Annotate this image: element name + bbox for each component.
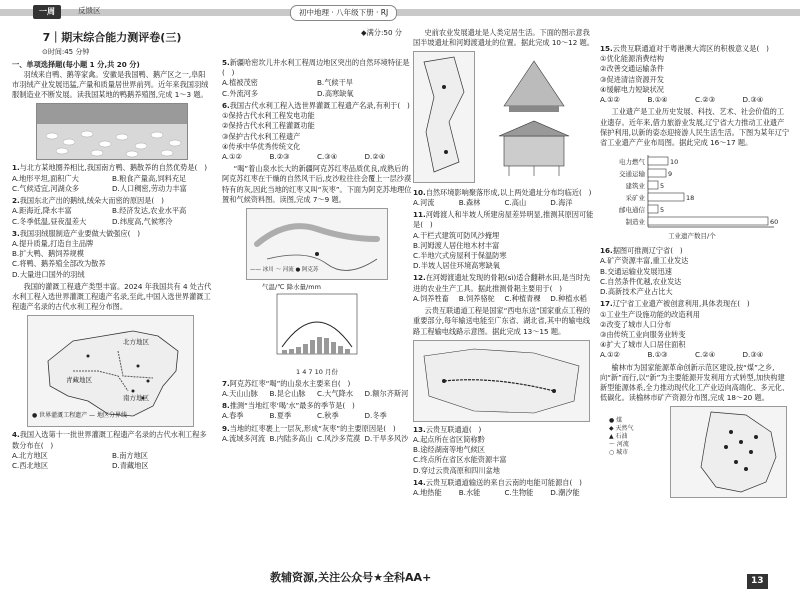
- chart-value-label: 5: [660, 206, 665, 215]
- page-footer: 教辅资源,关注公众号★全科AA+: [270, 571, 432, 584]
- column-3: [413, 28, 596, 498]
- question-item: 3.我国羽绒服制造产业要做大做强应( ) A.提升质量,打造自主品牌 B.扩大鸭、鹅饲养规模 C.将鸭、鹅养殖全部改为散养 D.大量进口国外的羽绒: [12, 228, 141, 279]
- house-graphic: [479, 51, 589, 181]
- duck-photo: [36, 103, 188, 160]
- climate-chart-graphic: [262, 292, 372, 364]
- page-number: 13: [747, 574, 768, 589]
- map-label-north: 北方地区: [123, 338, 149, 347]
- question-item: 9.当地的红枣裹上一层灰,形成“灰枣”的主要原因是( ) A.流域多河流 B.内陆多高山 C.风沙多荒漠 D.干旱多风沙: [222, 423, 409, 443]
- map-legend: ● 世界灌溉工程遗产 — 地区分界线: [32, 412, 127, 420]
- question-item: 12.在河姆渡遗址发现的骨耜(sì)适合翻耕水田,是当时先进的农业生产工具。据此推测骨耜主要用于( ) A.饲养牲畜 B.饲养骆驼 C.种植青稞 D.种植水稻: [413, 273, 591, 303]
- power-map-graphic: [414, 341, 589, 421]
- yulin-map-legend: ● 煤 ◆ 天然气 ▲ 石油 ～ 河流 ○ 城市: [609, 417, 634, 456]
- question-item: 1.与北方某地圈养相比,我国南方鸭、鹅散养的自然优势是( ) A.地形平坦,面积广大 B.粮食产量高,饲料充足 C.气候适宜,河湖众多 D.人口稠密,劳动力丰富: [12, 163, 207, 193]
- question-item: 14.云贵互联通道输送的来自云南的电能可能源自( ) A.地热能 B.水能 C.生物能 D.潮汐能: [413, 477, 582, 498]
- intro-1: 羽绒来自鸭、鹅等家禽。安徽是我国鸭、鹅产区之一,阜阳市羽绒产业发展迅猛,产量和质量居世界前列。近年来我国羽绒服制造业不断发展。读我国某地的鸭鹅养殖图,完成 1～3 题。: [12, 69, 209, 100]
- chart-bar: [648, 205, 658, 213]
- settlement-map-graphic: [414, 52, 474, 182]
- test-meta: [12, 46, 212, 60]
- power-transmission-map: [413, 340, 590, 422]
- intro-6: 工业遗产是工业历史发展、科技、艺术、社会价值的工业遗存。近年来,借力旅游业发展,辽宁省大力推动工业遗产保护利用,以新的姿态迎接游人民生活生活。下图为某年辽宁省工业遗产产业布局图。据此完成 16～17 题。: [600, 107, 790, 147]
- intro-2: 我国的灌溉工程遗产类型丰富。2024 年我国共有 4 处古代水利工程入选世界灌溉工程遗产名录,至此,中国入选世界灌溉工程遗产名录的古代水利工程分布图。: [12, 281, 212, 312]
- chart-bar: [648, 217, 768, 225]
- page-title: 7｜期末综合能力测评卷(三): [42, 31, 182, 44]
- chart-bar: [648, 181, 658, 189]
- duck-photo-graphic: [37, 104, 187, 159]
- questions-16-17: [600, 246, 790, 360]
- question-item: 16.据图可推测辽宁省( ) A.矿产资源丰富,重工业发达 B.交通运输业发展迅速 C.自然条件优越,农业发达 D.高新技术产业占比大: [600, 246, 689, 297]
- question-4: 4.我国入选第十一批世界灌溉工程遗产名录的古代水利工程多数分布在( ) A.北方地区 B.南方地区 C.西北地区 D.青藏地区: [12, 430, 207, 471]
- intro-5: 云贵互联通道工程是国家“西电东送”国家重点工程的重要部分,每年输送电能至广东省、湖北省,其中的输电线路工程输电线路示意图。据此完成 13～15 题。: [413, 306, 591, 336]
- chart-x-label: 工业遗产数目/个: [668, 232, 716, 241]
- chart-category-label: 邮电通信: [619, 206, 645, 215]
- yulin-resource-map: [609, 406, 787, 498]
- aksu-map-legend: —— 冰川 ～ 河流 ● 阿克苏: [250, 267, 319, 274]
- questions-10-12: [413, 188, 596, 304]
- question-item: 8.推测“当地红枣‘喝’水”最多的季节是( ) A.春季 B.夏季 C.秋季 D.冬季: [222, 401, 387, 421]
- chart-category-label: 采矿业: [625, 194, 645, 203]
- chart-category-label: 交通运输: [619, 170, 645, 179]
- climate-chart: [262, 283, 372, 377]
- questions-1-3: [12, 163, 212, 279]
- header-subtitle: 初中地理 · 八年级下册 · RJ: [290, 5, 397, 21]
- chart-value-label: 10: [670, 158, 679, 167]
- question-item: 10.自然环境影响聚落形成,以上两处遗址分布均临近( ) A.河流 B.森林 C.高山 D.海洋: [413, 187, 592, 207]
- chart-bar: [648, 193, 684, 201]
- questions-7-9: [222, 379, 412, 444]
- time-limit: ⊙时间:45 分钟: [42, 47, 90, 56]
- settlement-figures: [413, 51, 596, 184]
- question-6: 6.我国古代水利工程入选世界灌溉工程遗产名录,有利于( ) ①保持古代水利工程发电功能 ②保持古代水利工程灌溉功能 ③保护古代水利工程遗产 ④传承中华优秀传统文化 A.①② B.②③ C.③④ D.②④: [222, 100, 410, 161]
- climate-chart-months: 1 4 7 10 月份: [296, 367, 338, 376]
- column-2: [222, 28, 412, 444]
- bar-chart-graphic: [600, 151, 790, 243]
- industrial-heritage-chart: [600, 151, 790, 243]
- settlement-location-map: [413, 51, 475, 183]
- question-item: 2.我国东北产出的鹅绒,绒朵大而密的原因是( ) A.距海近,降水丰富 B.经济发达,农业水平高 C.冬季低温,昼夜温差大 D.纬度高,气候寒冷: [12, 196, 187, 226]
- china-map-graphic: [28, 316, 193, 426]
- chart-value-label: 9: [668, 170, 673, 179]
- header-tag-feedback: 反馈区: [78, 6, 101, 15]
- question-item: 7.阿克苏红枣“喝”的山泉水主要来自( ) A.天山山脉 B.昆仑山脉 C.大气降水 D.额尔齐斯河: [222, 378, 409, 398]
- chart-bar: [648, 157, 668, 165]
- chart-category-label: 电力燃气: [619, 158, 645, 167]
- chart-value-label: 5: [660, 182, 665, 191]
- question-item: 15.云贵互联通道对于粤港澳大湾区的积极意义是( ) ①优化能源消费结构 ②改善交通运输条件 ③促进清洁资源开发 ④缓解电力短缺状况 A.①② B.①④ C.②③ D.③④: [600, 44, 769, 105]
- question-item: 11.河姆渡人和半坡人所建房屋差异明显,推测其原因可能是( ) A.干栏式建筑可防风沙掩埋 B.河姆渡人居住地木材丰富 C.半地穴式房屋利于保温防寒 D.半坡人居住环境高寒缺氧: [413, 210, 594, 271]
- q14-cont-spacer: [600, 28, 790, 42]
- question-item: 13.云贵互联通道( ) A.起点所在省区简称黔 B.途经湖南等地气候区 C.终点所在省区水能资源丰富 D.穿过云贵高原和四川盆地: [413, 424, 507, 475]
- intro-3: “喝”着山泉水长大的新疆阿克苏红枣品质优良,成熟后的阿克苏红枣在干燥的自然风干后,皮沙粒往往会覆上一层沙漠特有的灰,因此当地的红枣又叫“灰枣”。下面为阿克苏地理位置和气候资料图。读图,完成 7～9 题。: [222, 164, 412, 204]
- map-label-south: 南方地区: [123, 394, 149, 403]
- intro-4: 史前农业发展遗址是人类定居生活。下面的图示意我国半坡遗址和河姆渡遗址的位置。据此完成 10～12 题。: [413, 28, 594, 48]
- header-tag: 一周: [33, 5, 61, 19]
- aksu-location-map: [246, 208, 388, 280]
- question-item: 17.辽宁省工业遗产被创意利用,具体表现在( ) ①工业生产设施功能的改造利用 ②改变了城市人口分布 ③由传统工业向服务业转变 ④扩大了城市人口居住面积 A.①② B.①③ C.②④ D.③④: [600, 299, 764, 360]
- intro-7: 榆林市为国家能源革命创新示范区建设,按“煤”之乡,向“新”而行,以“新”为主要能源开发利用方式转型,加快构建新型能源体系,全力推动现代化工产业迈向高端化、多元化、低碳化。读榆林市矿产资源分布图,完成 18～20 题。: [600, 362, 790, 403]
- map-label-tibet: 青藏地区: [66, 376, 92, 385]
- climate-chart-axis-title: 气温/℃ 降水量/mm: [262, 283, 321, 292]
- chart-value-label: 60: [770, 218, 779, 227]
- chart-bar: [648, 169, 666, 177]
- china-irrigation-map: [27, 315, 194, 427]
- house-illustrations: [479, 51, 596, 184]
- chart-category-label: 建筑业: [625, 182, 645, 191]
- yulin-map-graphic: [671, 407, 786, 497]
- question-15: [600, 44, 790, 105]
- questions-13-14: [413, 425, 596, 499]
- chart-value-label: 18: [686, 194, 695, 203]
- column-4: [600, 28, 790, 498]
- chart-category-label: 制造业: [625, 218, 645, 227]
- header-band: [0, 9, 800, 16]
- score-info: ◆满分:50 分: [361, 28, 402, 37]
- column-1: [12, 28, 212, 471]
- question-5: 5.新疆哈密坎儿井水利工程周边地区突出的自然环境特征是( ) A.植被茂密 B.气候干旱 C.外流河多 D.高寒缺氧: [222, 58, 410, 98]
- page-header: [0, 4, 800, 26]
- section-heading: 一、单项选择题(每小题 1 分,共 20 分): [12, 59, 140, 69]
